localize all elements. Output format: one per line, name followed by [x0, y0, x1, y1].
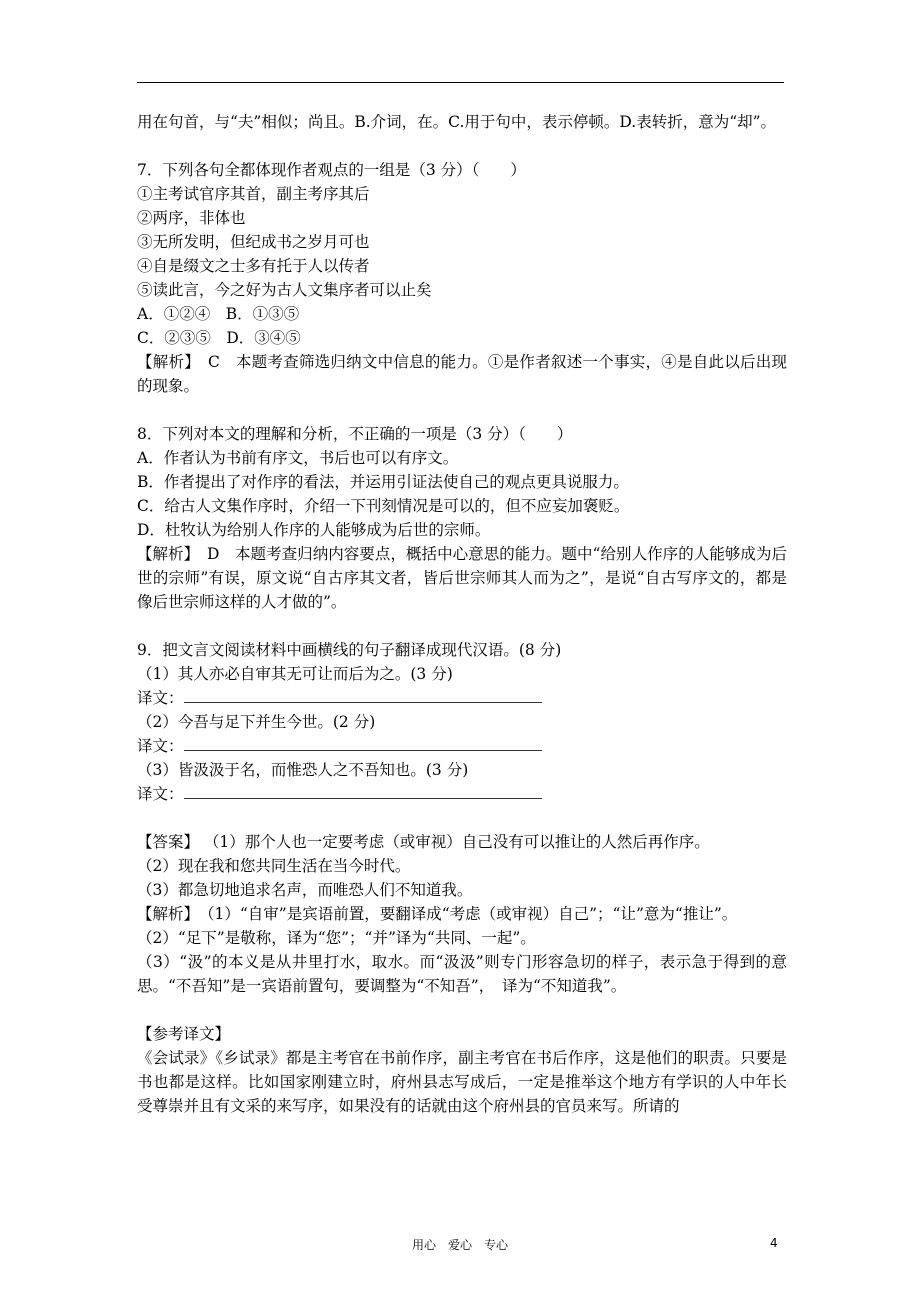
question-7-options: C．②③⑤ D．③④⑤ [137, 329, 301, 347]
question-7-item: ④自是缀文之士多有托于人以传者 [137, 257, 370, 275]
analysis-paragraph: 【解析】 （1）“自审”是宾语前置，要翻译成“考虑（或审视）自己”；“让”意为“推让”。 [137, 905, 738, 923]
answer-line: 【答案】 （1）那个人也一定要考虑（或审视）自己没有可以推让的人然后再作序。 [137, 833, 710, 851]
question-9-subquestion: （1）其人亦必自审其无可让而后为之。(3 分) [137, 665, 453, 683]
analysis-paragraph: （3）“汲”的本义是从井里打水，取水。而“汲汲”则专门形容急切的样子，表示急于得到的意思。“不吾知”是一宾语前置句，要调整为“不知吾”， 译为“不知道我”。 [137, 953, 787, 995]
question-8-stem: 8．下列对本文的理解和分析，不正确的一项是（3 分）（ ） [137, 425, 573, 443]
question-8-analysis: 【解析】 D 本题考查归纳内容要点，概括中心意思的能力。题中“给别人作序的人能够成为后世的宗师”有误，原文说“自古序其文者，皆后世宗师其人而为之”，是说“自古写序文的，都是像后世宗师这样的人才做的”。 [137, 545, 787, 611]
question-9-subquestion: （2）今吾与足下并生今世。(2 分) [137, 713, 376, 731]
reference-translation: 《会试录》《乡试录》都是主考官在书前作序，副主考官在书后作序，这是他们的职责。只要是书也都是这样。比如国家刚建立时，府州县志写成后，一定是推举这个地方有学识的人中年长受尊崇并且有文采的来写序，如果没有的话就由这个府州县的官员来写。所请的 [137, 1049, 787, 1115]
question-7-item: ①主考试官序其首，副主考序其后 [137, 185, 370, 203]
page-content [137, 110, 787, 1118]
translation-blank [184, 783, 542, 799]
translation-line [137, 686, 787, 710]
question-8-option: B．作者提出了对作序的看法，并运用引证法使自己的观点更具说服力。 [137, 473, 629, 491]
reference-heading: 【参考译文】 [137, 1025, 231, 1043]
question-7-item: ⑤读此言，今之好为古人文集序者可以止矣 [137, 281, 432, 299]
page-number: 4 [770, 1236, 778, 1250]
question-8-option: A．作者认为书前有序文，书后也可以有序文。 [137, 449, 459, 467]
translation-label: 译文： [137, 737, 184, 755]
translation-blank [184, 687, 542, 703]
question-7-analysis: 【解析】 C 本题考查筛选归纳文中信息的能力。①是作者叙述一个事实，④是自此以后出现的现象。 [137, 353, 787, 395]
question-7-options: A．①②④ B．①③⑤ [137, 305, 300, 323]
analysis-paragraph: （2）“足下”是敬称，译为“您”；“并”译为“共同、一起”。 [137, 929, 536, 947]
footer-motto: 用心 爱心 专心 [411, 1238, 508, 1252]
question-8-option: C．给古人文集作序时，介绍一下刊刻情况是可以的，但不应妄加褒贬。 [137, 497, 630, 515]
question-9-stem: 9．把文言文阅读材料中画横线的句子翻译成现代汉语。(8 分) [137, 641, 562, 659]
question-7-stem: 7．下列各句全都体现作者观点的一组是（3 分）（ ） [137, 161, 526, 179]
translation-blank [184, 735, 542, 751]
answer-line: （2）现在我和您共同生活在当今时代。 [137, 857, 411, 875]
question-7-item: ③无所发明，但纪成书之岁月可也 [137, 233, 370, 251]
translation-line [137, 782, 787, 806]
header-rule [137, 82, 784, 83]
continuation-paragraph: 用在句首，与“夫”相似；尚且。B.介词，在。C.用于句中，表示停顿。D.表转折，意为“却”。 [137, 113, 777, 131]
question-7-item: ②两序，非体也 [137, 209, 246, 227]
translation-label: 译文： [137, 785, 184, 803]
answer-line: （3）都急切地追求名声，而唯恐人们不知道我。 [137, 881, 473, 899]
question-9-subquestion: （3）皆汲汲于名，而惟恐人之不吾知也。(3 分) [137, 761, 469, 779]
translation-line [137, 734, 787, 758]
translation-label: 译文： [137, 689, 184, 707]
question-8-option: D．杜牧认为给别人作序的人能够成为后世的宗师。 [137, 521, 491, 539]
